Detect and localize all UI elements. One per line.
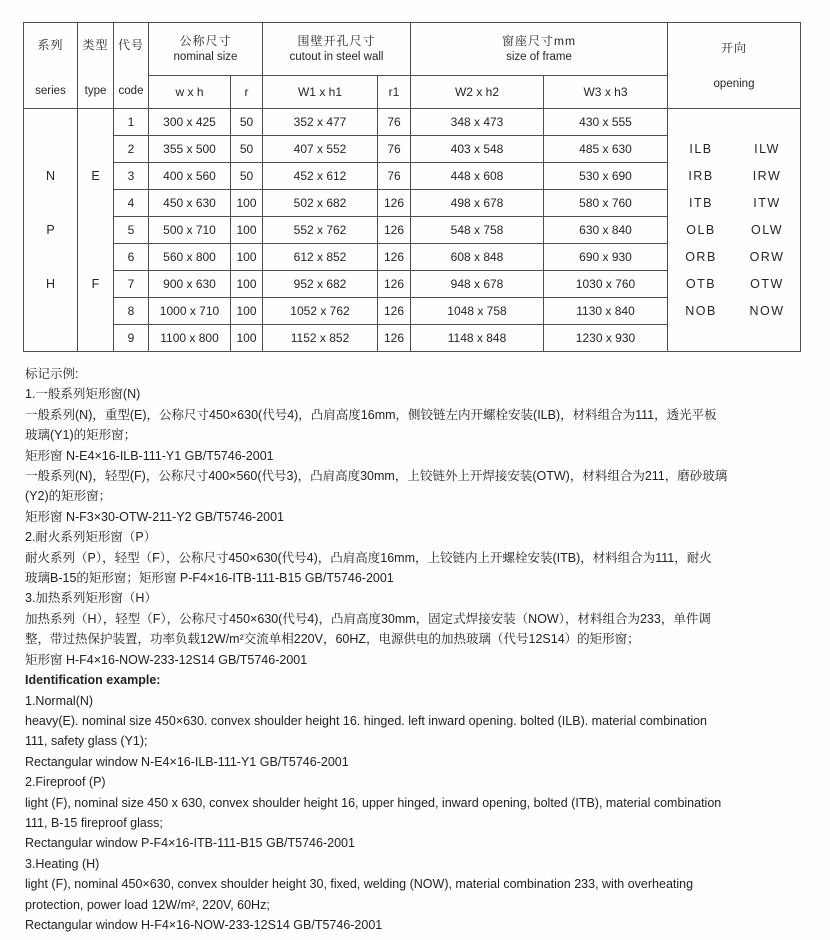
header-r1: r1	[378, 76, 411, 109]
header-series-en: series	[35, 85, 66, 97]
cell-w3h3: 580 x 760	[544, 190, 668, 217]
cell-w2h2: 548 x 758	[411, 217, 544, 244]
series-cell	[24, 109, 78, 352]
cell-r: 50	[231, 163, 263, 190]
cell-w3h3: 485 x 630	[544, 136, 668, 163]
cell-w1h1: 352 x 477	[263, 109, 378, 136]
header-wxh: w x h	[149, 76, 231, 109]
cell-w3h3: 530 x 690	[544, 163, 668, 190]
note-line: 整，带过热保护装置，功率负载12W/m²交流单相220V，60HZ，电源供电的加热玻璃（代号12S14）的矩形窗；	[25, 632, 640, 647]
header-frame-cn: 窗座尺寸mm	[502, 34, 576, 48]
opening-code: ILW	[754, 142, 780, 156]
cell-wxh: 1000 x 710	[149, 298, 231, 325]
note-line: Rectangular window H-F4×16-NOW-233-12S14 GB/T5746-2001	[25, 917, 383, 932]
cell-code: 7	[114, 271, 149, 298]
cell-wxh: 560 x 800	[149, 244, 231, 271]
type-letter-e: E	[91, 169, 100, 183]
cell-r1: 76	[378, 163, 411, 190]
opening-code: OLW	[750, 223, 784, 237]
note-line: 3.Heating (H)	[25, 856, 100, 871]
series-letter-h: H	[45, 277, 56, 291]
cell-w1h1: 1052 x 762	[263, 298, 378, 325]
cell-w3h3: 630 x 840	[544, 217, 668, 244]
opening-code: ITW	[753, 196, 781, 210]
cell-wxh: 500 x 710	[149, 217, 231, 244]
cell-wxh: 300 x 425	[149, 109, 231, 136]
cell-code: 5	[114, 217, 149, 244]
note-line: 玻璃(Y1)的矩形窗；	[25, 428, 137, 443]
note-line: (Y2)的矩形窗；	[25, 489, 112, 504]
cell-wxh: 450 x 630	[149, 190, 231, 217]
cell-r1: 126	[378, 217, 411, 244]
note-line: 2.Fireproof (P)	[25, 775, 106, 790]
opening-code: ORW	[749, 250, 785, 264]
cell-w1h1: 952 x 682	[263, 271, 378, 298]
header-type	[78, 23, 114, 109]
cell-w2h2: 348 x 473	[411, 109, 544, 136]
cell-r1: 126	[378, 271, 411, 298]
cell-w2h2: 1048 x 758	[411, 298, 544, 325]
header-cutout-en: cutout in steel wall	[289, 51, 384, 63]
header-nominal-cn: 公称尺寸	[179, 34, 232, 48]
note-line: light (F), nominal size 450 x 630, convex shoulder height 16, upper hinged, inward opening, bolted (ITB), material combination	[25, 795, 722, 810]
opening-code: OTW	[750, 277, 784, 291]
opening-code: ILB	[689, 142, 713, 156]
opening-code: NOW	[749, 304, 785, 318]
header-w3h3: W3 x h3	[544, 76, 668, 109]
cell-w2h2: 403 x 548	[411, 136, 544, 163]
header-series-cn: 系列	[37, 38, 64, 52]
cell-wxh: 400 x 560	[149, 163, 231, 190]
cell-w2h2: 608 x 848	[411, 244, 544, 271]
opening-code: OTB	[685, 277, 717, 291]
cell-code: 6	[114, 244, 149, 271]
marking-examples-section	[25, 364, 815, 935]
cell-code: 9	[114, 325, 149, 352]
cell-w3h3: 430 x 555	[544, 109, 668, 136]
cell-w1h1: 612 x 852	[263, 244, 378, 271]
notes-title-en: Identification example:	[25, 673, 161, 688]
note-line: 一般系列(N)，重型(E)，公称尺寸450×630(代号4)，凸肩高度16mm，侧铰链左内开螺栓安装(ILB)，材料组合为111，透光平板	[25, 407, 717, 422]
cell-w2h2: 498 x 678	[411, 190, 544, 217]
cell-r: 100	[231, 244, 263, 271]
note-line: 1.Normal(N)	[25, 693, 94, 708]
header-opening-cn: 开向	[720, 41, 747, 55]
header-code	[114, 23, 149, 109]
note-line: 1.一般系列矩形窗(N)	[25, 387, 141, 402]
header-r: r	[231, 76, 263, 109]
note-line: 加热系列（H），轻型（F），公称尺寸450×630(代号4)，凸肩高度30mm，固定式焊接安装（NOW），材料组合为233，单件调	[25, 611, 711, 626]
note-line: 玻璃B-15的矩形窗；矩形窗 P-F4×16-ITB-111-B15 GB/T5746-2001	[25, 571, 394, 586]
note-line: 111, safety glass (Y1);	[25, 734, 148, 749]
cell-code: 8	[114, 298, 149, 325]
cell-r1: 126	[378, 325, 411, 352]
header-type-en: type	[84, 85, 107, 97]
cell-r: 50	[231, 109, 263, 136]
cell-w3h3: 1230 x 930	[544, 325, 668, 352]
series-letter-n: N	[45, 169, 56, 183]
type-cell	[78, 109, 114, 352]
header-series	[24, 23, 78, 109]
cell-r: 100	[231, 217, 263, 244]
opening-codes-grid	[668, 136, 800, 325]
note-line: protection, power load 12W/m², 220V, 60Hz;	[25, 897, 270, 912]
cell-r1: 126	[378, 298, 411, 325]
opening-code: ORB	[685, 250, 717, 264]
cell-w1h1: 452 x 612	[263, 163, 378, 190]
cell-r1: 126	[378, 244, 411, 271]
header-code-cn: 代号	[117, 38, 144, 52]
note-line: 矩形窗 H-F4×16-NOW-233-12S14 GB/T5746-2001	[25, 652, 308, 667]
window-spec-table	[23, 22, 801, 352]
cell-wxh: 1100 x 800	[149, 325, 231, 352]
cell-wxh: 355 x 500	[149, 136, 231, 163]
cell-r: 100	[231, 298, 263, 325]
cell-w1h1: 502 x 682	[263, 190, 378, 217]
cell-code: 2	[114, 136, 149, 163]
cell-wxh: 900 x 630	[149, 271, 231, 298]
cell-r: 100	[231, 325, 263, 352]
opening-code: OLB	[686, 223, 716, 237]
header-code-en: code	[118, 85, 144, 97]
header-w2h2: W2 x h2	[411, 76, 544, 109]
cell-r1: 76	[378, 136, 411, 163]
header-cutout	[263, 23, 411, 76]
cell-r: 100	[231, 190, 263, 217]
note-line: 矩形窗 N-F3×30-OTW-211-Y2 GB/T5746-2001	[25, 509, 285, 524]
note-line: Rectangular window N-E4×16-ILB-111-Y1 GB/T5746-2001	[25, 754, 349, 769]
note-line: light (F), nominal 450×630, convex shoulder height 30, fixed, welding (NOW), material combination 233, with overheating	[25, 877, 694, 892]
header-cutout-cn: 围壁开孔尺寸	[297, 34, 376, 48]
cell-r1: 126	[378, 190, 411, 217]
cell-w2h2: 948 x 678	[411, 271, 544, 298]
header-nominal-size	[149, 23, 263, 76]
opening-code: NOB	[685, 304, 717, 318]
table-row	[24, 109, 801, 136]
header-nominal-en: nominal size	[173, 51, 238, 63]
cell-w1h1: 1152 x 852	[263, 325, 378, 352]
cell-w2h2: 1148 x 848	[411, 325, 544, 352]
series-letter-p: P	[46, 223, 55, 237]
cell-w1h1: 552 x 762	[263, 217, 378, 244]
note-line: 耐火系列（P），轻型（F），公称尺寸450×630(代号4)，凸肩高度16mm，上铰链内上开螺栓安装(ITB)，材料组合为111，耐火	[25, 550, 712, 565]
cell-code: 4	[114, 190, 149, 217]
header-opening-en: opening	[713, 78, 755, 90]
cell-w3h3: 1130 x 840	[544, 298, 668, 325]
cell-r: 50	[231, 136, 263, 163]
cell-w1h1: 407 x 552	[263, 136, 378, 163]
opening-code: ITB	[689, 196, 713, 210]
note-line: 矩形窗 N-E4×16-ILB-111-Y1 GB/T5746-2001	[25, 448, 274, 463]
notes-title-cn: 标记示例:	[25, 367, 79, 381]
header-row-1	[24, 23, 801, 76]
note-line: 2.耐火系列矩形窗（P）	[25, 530, 157, 545]
note-line: 一般系列(N)，轻型(F)，公称尺寸400×560(代号3)，凸肩高度30mm，上铰链外上开焊接安装(OTW)，材料组合为211，磨砂玻璃	[25, 469, 728, 484]
header-opening	[668, 23, 801, 109]
cell-code: 1	[114, 109, 149, 136]
note-line: Rectangular window P-F4×16-ITB-111-B15 GB/T5746-2001	[25, 836, 355, 851]
cell-code: 3	[114, 163, 149, 190]
header-frame	[411, 23, 668, 76]
cell-w3h3: 690 x 930	[544, 244, 668, 271]
cell-r: 100	[231, 271, 263, 298]
header-type-cn: 类型	[82, 38, 109, 52]
opening-code: IRB	[688, 169, 714, 183]
note-line: heavy(E). nominal size 450×630. convex shoulder height 16. hinged. left inward opening. bolted (ILB). material combination	[25, 713, 708, 728]
type-letter-f: F	[91, 277, 100, 291]
cell-r1: 76	[378, 109, 411, 136]
opening-code: IRW	[752, 169, 782, 183]
header-w1h1: W1 x h1	[263, 76, 378, 109]
cell-w3h3: 1030 x 760	[544, 271, 668, 298]
cell-w2h2: 448 x 608	[411, 163, 544, 190]
header-frame-en: size of frame	[506, 51, 572, 63]
note-line: 3.加热系列矩形窗（H）	[25, 591, 157, 606]
note-line: 111, B-15 fireproof glass;	[25, 815, 163, 830]
opening-cell	[668, 109, 801, 352]
